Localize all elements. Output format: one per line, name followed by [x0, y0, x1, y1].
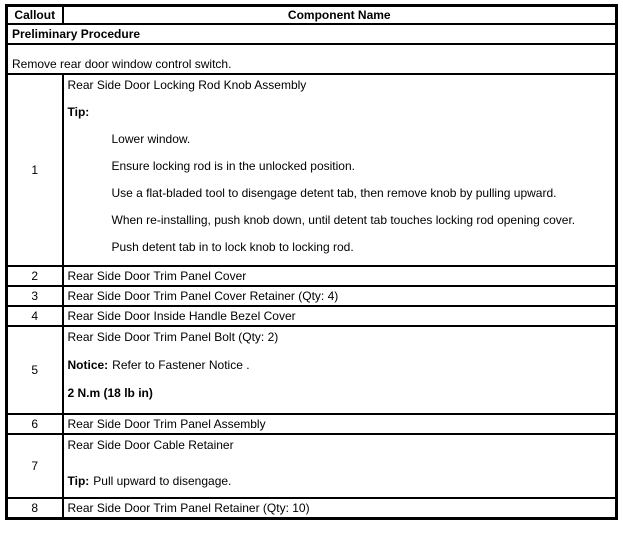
- tip-line: Use a flat-bladed tool to disengage detent tab, then remove knob by pulling upward.: [111, 186, 557, 200]
- preliminary-procedure-title: Preliminary Procedure: [7, 24, 617, 44]
- component-table: [5, 4, 618, 520]
- callout-number: 7: [7, 434, 63, 498]
- tip-line: Push detent tab in to lock knob to locking rod.: [111, 240, 354, 254]
- component-cell: [63, 74, 617, 266]
- component-name: Rear Side Door Cable Retainer: [67, 438, 234, 452]
- table-row: [7, 434, 617, 498]
- torque-spec: 2 N.m (18 lb in): [67, 386, 153, 400]
- table-row: [7, 498, 617, 519]
- callout-number: 8: [7, 498, 63, 519]
- table-row: [7, 74, 617, 266]
- component-name: Rear Side Door Inside Handle Bezel Cover: [63, 306, 617, 326]
- tip-text: Pull upward to disengage.: [93, 474, 232, 488]
- tip-line: [68, 474, 612, 488]
- table-row: [7, 414, 617, 434]
- preliminary-procedure-row: [7, 24, 617, 44]
- component-name: Rear Side Door Trim Panel Assembly: [63, 414, 617, 434]
- component-name: Rear Side Door Trim Panel Bolt (Qty: 2): [67, 330, 279, 344]
- callout-number: 4: [7, 306, 63, 326]
- notice-text: Refer to Fastener Notice .: [112, 358, 250, 372]
- tip-label: Tip:: [67, 474, 90, 488]
- component-name: Rear Side Door Locking Rod Knob Assembly: [67, 78, 307, 92]
- component-name: Rear Side Door Trim Panel Cover Retainer (Qty: 4): [63, 286, 617, 306]
- preliminary-step-row: [7, 44, 617, 74]
- table-header-row: [7, 6, 617, 25]
- notice-label: Notice:: [67, 358, 109, 372]
- callout-number: 3: [7, 286, 63, 306]
- table-row: [7, 306, 617, 326]
- component-cell: [63, 326, 617, 414]
- callout-number: 1: [7, 74, 63, 266]
- callout-number: 6: [7, 414, 63, 434]
- component-cell: [63, 434, 617, 498]
- table-row: [7, 266, 617, 286]
- tip-line: Lower window.: [111, 132, 191, 146]
- callout-number: 5: [7, 326, 63, 414]
- tip-line: Ensure locking rod is in the unlocked position.: [111, 159, 355, 173]
- table-row: [7, 326, 617, 414]
- component-name: Rear Side Door Trim Panel Cover: [63, 266, 617, 286]
- component-name-column-header: Component Name: [63, 6, 617, 25]
- tip-line: When re-installing, push knob down, until detent tab touches locking rod opening cover.: [111, 213, 576, 227]
- component-name: Rear Side Door Trim Panel Retainer (Qty: 10): [63, 498, 617, 519]
- table-row: [7, 286, 617, 306]
- tip-label: Tip:: [67, 105, 90, 119]
- notice-line: [68, 358, 612, 372]
- callout-column-header: Callout: [7, 6, 63, 25]
- preliminary-step-text: Remove rear door window control switch.: [7, 44, 617, 74]
- callout-number: 2: [7, 266, 63, 286]
